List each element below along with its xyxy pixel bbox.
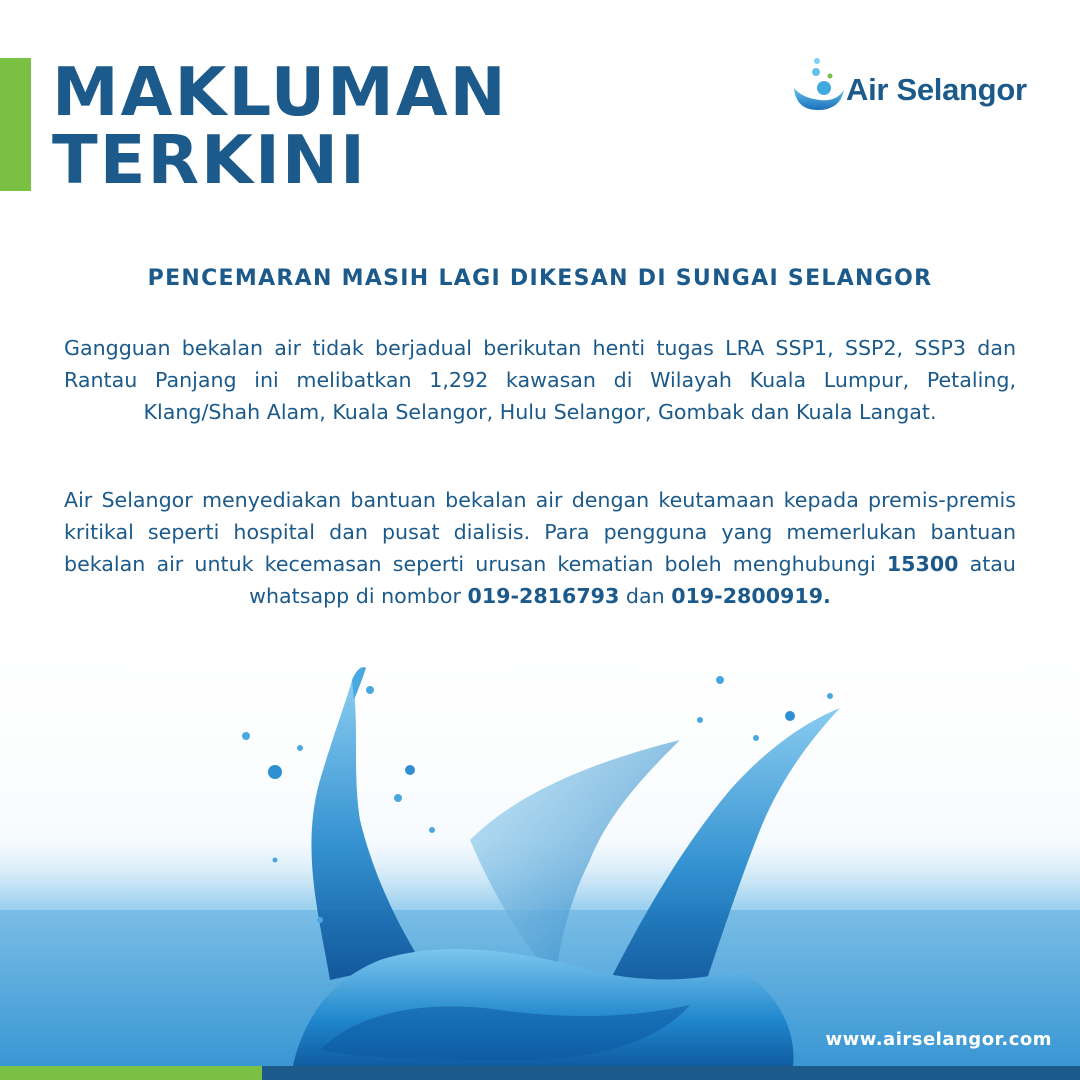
footer-bar-blue [262, 1066, 1080, 1080]
whatsapp-number-1: 019-2816793 [467, 584, 620, 608]
brand-name: Air Selangor [846, 72, 1027, 107]
paragraph-2-text-b: atau whatsapp di nombor [249, 552, 1016, 608]
title-line-1: MAKLUMAN [52, 53, 508, 131]
notice-subtitle: PENCEMARAN MASIH LAGI DIKESAN DI SUNGAI SELANGOR [147, 266, 933, 291]
water-drop-logo-icon [792, 56, 846, 112]
accent-bar [0, 58, 31, 191]
brand-logo [792, 56, 1052, 116]
notice-paragraph-1: Gangguan bekalan air tidak berjadual berikutan henti tugas LRA SSP1, SSP2, SSP3 dan Rantau Panjang ini melibatkan 1,292 kawasan di Wilayah Kuala Lumpur, Petaling, Klang/Shah Alam, Kuala Selangor, Hulu Selangor, Gombak dan Kuala Langat. [64, 336, 1016, 424]
notice-paragraph-2 [64, 484, 1016, 612]
page-title [52, 53, 508, 199]
website-link[interactable]: www.airselangor.com [825, 1029, 1052, 1050]
paragraph-2-text-a: Air Selangor menyediakan bantuan bekalan air dengan keutamaan kepada premis-premis kritikal seperti hospital dan pusat dialisis. Para pengguna yang memerlukan bantuan bekalan air untuk kecemasan seperti urusan kematian boleh menghubungi [64, 488, 1016, 576]
whatsapp-number-2: 019-2800919. [671, 584, 831, 608]
water-splash-illustration-icon [0, 620, 1080, 1080]
paragraph-2-text-c: dan [619, 584, 672, 608]
hotline-number: 15300 [886, 552, 959, 576]
title-line-2: TERKINI [52, 121, 367, 199]
footer-bar-green [0, 1066, 262, 1080]
